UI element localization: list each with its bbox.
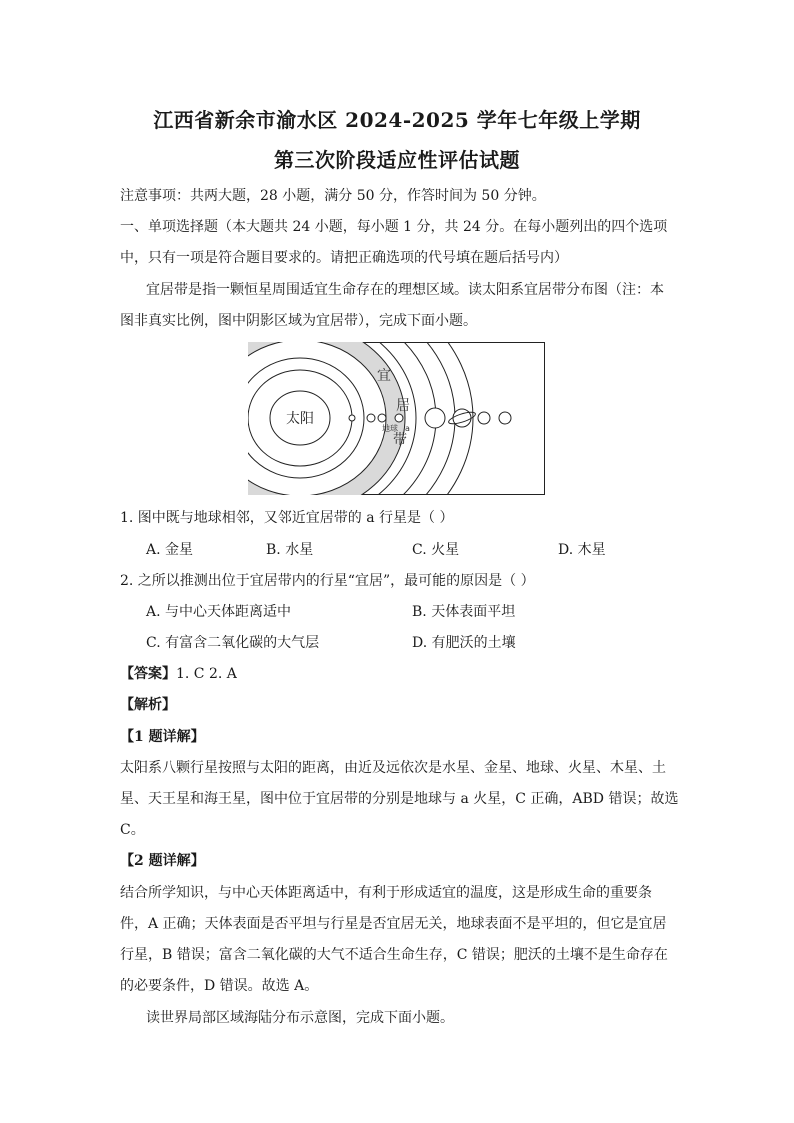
answer-label: 【答案】 xyxy=(120,666,176,682)
document-title-line2: 第三次阶段适应性评估试题 xyxy=(274,148,520,172)
venus-planet xyxy=(367,414,375,422)
question2-option-d: D. 有肥沃的土壤 xyxy=(412,635,516,651)
jupiter-planet xyxy=(425,408,445,428)
question2-option-b: B. 天体表面平坦 xyxy=(412,604,516,620)
answer-line xyxy=(120,664,237,684)
answer-text: 1. C 2. A xyxy=(176,666,237,682)
saturn-planet xyxy=(453,409,471,427)
detail2-line2: 件，A 正确；天体表面是否平坦与行星是否宜居无关，地球表面不是平坦的，但它是宜居 xyxy=(120,916,667,932)
question2-stem: 2. 之所以推测出位于宜居带内的行星“宜居”，最可能的原因是（ ） xyxy=(120,573,535,589)
detail1-line2: 星、天王星和海王星，图中位于宜居带的分别是地球与 a 火星，C 正确，ABD 错误；故选 xyxy=(120,791,679,807)
mercury-planet xyxy=(349,415,355,421)
question1-option-c: C. 火星 xyxy=(412,542,460,558)
detail1-line3: C。 xyxy=(120,822,145,838)
question2-option-c: C. 有富含二氧化碳的大气层 xyxy=(146,635,320,651)
intro-paragraph-line1: 宜居带是指一颗恒星周围适宜生命存在的理想区域。读太阳系宜居带分布图（注：本 xyxy=(146,282,664,298)
next-section-intro: 读世界局部区域海陆分布示意图，完成下面小题。 xyxy=(146,1010,454,1026)
detail1-line1: 太阳系八颗行星按照与太阳的距离，由近及远依次是水星、金星、地球、火星、木星、土 xyxy=(120,760,666,776)
planet-a xyxy=(395,414,403,422)
analysis-label: 【解析】 xyxy=(120,697,176,713)
question1-option-d: D. 木星 xyxy=(558,542,606,558)
notice-text: 注意事项：共两大题，28 小题，满分 50 分，作答时间为 50 分钟。 xyxy=(120,188,546,204)
question1-stem: 1. 图中既与地球相邻，又邻近宜居带的 a 行星是（ ） xyxy=(120,510,454,526)
zone-label-char3: 带 xyxy=(393,432,407,448)
zone-label-char2: 居 xyxy=(396,398,410,414)
document-title-line1: 江西省新余市渝水区 2024-2025 学年七年级上学期 xyxy=(153,108,641,132)
question1-option-b: B. 水星 xyxy=(266,542,314,558)
section1-instructions-line2: 中，只有一项是符合题目要求的。请把正确选项的代号填在题后括号内） xyxy=(120,250,568,266)
sun-label: 太阳 xyxy=(286,411,314,427)
intro-paragraph-line2: 图非真实比例，图中阴影区域为宜居带），完成下面小题。 xyxy=(120,313,477,329)
detail2-line4: 的必要条件，D 错误。故选 A。 xyxy=(120,978,319,994)
planet-a-label: a xyxy=(405,424,410,433)
question2-option-a: A. 与中心天体距离适中 xyxy=(146,604,292,620)
detail2-line3: 行星，B 错误；富含二氧化碳的大气不适合生命生存，C 错误；肥沃的土壤不是生命存在 xyxy=(120,947,668,963)
uranus-planet xyxy=(478,412,490,424)
detail1-label: 【1 题详解】 xyxy=(120,729,205,745)
habitable-zone-diagram xyxy=(248,342,545,495)
question1-option-a: A. 金星 xyxy=(146,542,194,558)
section1-instructions-line1: 一、单项选择题（本大题共 24 小题，每小题 1 分，共 24 分。在每小题列出的四个选项 xyxy=(120,219,668,235)
neptune-planet xyxy=(499,412,511,424)
earth-planet xyxy=(378,414,386,422)
detail2-label: 【2 题详解】 xyxy=(120,853,205,869)
zone-label-char1: 宜 xyxy=(377,368,391,384)
earth-label: 地球 xyxy=(382,424,398,433)
detail2-line1: 结合所学知识，与中心天体距离适中，有利于形成适宜的温度，这是形成生命的重要条 xyxy=(120,885,652,901)
